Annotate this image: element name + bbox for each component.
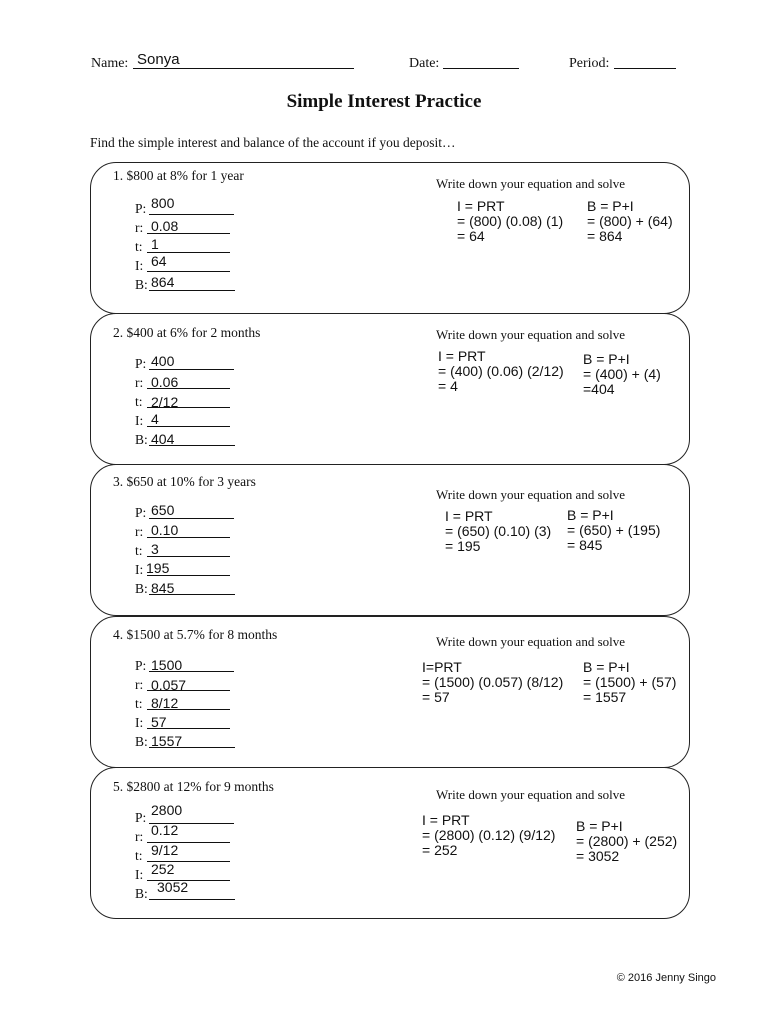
b-value[interactable]: 3052 (157, 879, 189, 895)
i-line (147, 426, 230, 427)
i-label: I: (135, 715, 144, 730)
problem-title: 4. $1500 at 5.7% for 8 months (113, 627, 278, 642)
p-label: P: (135, 505, 147, 520)
b-line (149, 290, 235, 291)
balance-work (583, 352, 661, 397)
p-value[interactable]: 800 (151, 195, 175, 211)
equation-prompt: Write down your equation and solve (436, 487, 626, 502)
p-value[interactable]: 1500 (151, 657, 183, 673)
b-value[interactable]: 1557 (151, 733, 183, 749)
work-line: = (400) + (4) (583, 366, 661, 382)
problem-title: 3. $650 at 10% for 3 years (113, 474, 256, 489)
b-line (149, 899, 235, 900)
work-line: = 845 (567, 537, 603, 553)
work-line: = (2800) (0.12) (9/12) (422, 827, 556, 843)
work-line: B = P+I (587, 198, 634, 214)
work-line: = (1500) + (57) (583, 674, 677, 690)
r-label: r: (135, 524, 144, 539)
i-label: I: (135, 413, 144, 428)
t-label: t: (135, 848, 143, 863)
work-line: = 195 (445, 538, 481, 554)
equation-prompt: Write down your equation and solve (436, 634, 626, 649)
r-value[interactable]: 0.06 (151, 374, 179, 390)
work-line: = 1557 (583, 689, 627, 705)
work-line: = 3052 (576, 848, 620, 864)
work-line: I = PRT (438, 348, 486, 364)
equation-prompt: Write down your equation and solve (436, 787, 626, 802)
t-value[interactable]: 8/12 (151, 695, 179, 711)
b-label: B: (135, 432, 148, 447)
p-line (149, 214, 234, 215)
t-label: t: (135, 239, 143, 254)
p-line (149, 518, 234, 519)
interest-work (445, 509, 551, 554)
instruction-text: Find the simple interest and balance of the account if you deposit… (90, 135, 456, 150)
r-label: r: (135, 220, 144, 235)
problem-card (90, 616, 690, 768)
r-label: r: (135, 677, 144, 692)
r-value[interactable]: 0.08 (151, 218, 179, 234)
r-value[interactable]: 0.057 (151, 677, 187, 693)
p-label: P: (135, 201, 147, 216)
work-line: I=PRT (422, 659, 462, 675)
t-line (147, 556, 230, 557)
p-label: P: (135, 658, 147, 673)
problem-card (90, 162, 690, 314)
problem-card (90, 464, 690, 616)
i-value[interactable]: 57 (151, 714, 167, 730)
t-value[interactable]: 3 (151, 541, 159, 557)
b-label: B: (135, 277, 148, 292)
i-value[interactable]: 4 (151, 411, 159, 427)
work-line: = (650) (0.10) (3) (445, 523, 552, 539)
p-value[interactable]: 650 (151, 502, 175, 518)
work-line: = 864 (587, 228, 623, 244)
work-line: = (800) + (64) (587, 213, 673, 229)
r-label: r: (135, 375, 144, 390)
i-value[interactable]: 195 (146, 560, 170, 576)
work-line: B = P+I (576, 818, 623, 834)
p-line (149, 369, 234, 370)
work-line: = 57 (422, 689, 450, 705)
b-value[interactable]: 404 (151, 431, 175, 447)
b-label: B: (135, 581, 148, 596)
work-line: = 252 (422, 842, 458, 858)
work-line: I = PRT (445, 508, 493, 524)
work-line: =404 (583, 381, 615, 397)
t-label: t: (135, 394, 143, 409)
interest-work (422, 813, 555, 858)
work-line: = 4 (438, 378, 458, 394)
work-line: = (800) (0.08) (1) (457, 213, 564, 229)
equation-prompt: Write down your equation and solve (436, 176, 626, 191)
i-value[interactable]: 252 (151, 861, 175, 877)
b-label: B: (135, 734, 148, 749)
work-line: = 64 (457, 228, 485, 244)
t-value[interactable]: 9/12 (151, 842, 179, 858)
i-line (147, 271, 230, 272)
work-line: = (650) + (195) (567, 522, 661, 538)
p-label: P: (135, 810, 147, 825)
i-label: I: (135, 258, 144, 273)
work-line: = (2800) + (252) (576, 833, 678, 849)
p-value[interactable]: 2800 (151, 802, 183, 818)
problem-title: 2. $400 at 6% for 2 months (113, 325, 261, 340)
t-label: t: (135, 543, 143, 558)
balance-work (576, 819, 677, 864)
t-value[interactable]: 2/12 (151, 394, 179, 410)
t-label: t: (135, 696, 143, 711)
i-label: I: (135, 562, 144, 577)
problem-card (90, 767, 690, 919)
r-value[interactable]: 0.12 (151, 822, 179, 838)
p-label: P: (135, 356, 147, 371)
balance-work (583, 660, 676, 705)
name-label: Name: (91, 56, 129, 71)
work-line: I = PRT (457, 198, 505, 214)
date-label: Date: (409, 56, 440, 71)
equation-prompt: Write down your equation and solve (436, 327, 626, 342)
p-value[interactable]: 400 (151, 353, 175, 369)
t-value[interactable]: 1 (151, 236, 159, 252)
balance-work (567, 508, 660, 553)
date-line[interactable] (443, 68, 519, 69)
period-line[interactable] (614, 68, 676, 69)
r-label: r: (135, 829, 144, 844)
name-line (133, 68, 354, 69)
interest-work (438, 349, 564, 394)
interest-work (422, 660, 563, 705)
work-line: = (1500) (0.057) (8/12) (422, 674, 564, 690)
problem-title: 1. $800 at 8% for 1 year (113, 168, 244, 183)
interest-work (457, 199, 563, 244)
b-label: B: (135, 886, 148, 901)
work-line: I = PRT (422, 812, 470, 828)
name-value[interactable]: Sonya (137, 51, 180, 68)
i-value[interactable]: 64 (151, 253, 167, 269)
r-value[interactable]: 0.10 (151, 522, 179, 538)
copyright-footer: © 2016 Jenny Singo (616, 972, 716, 984)
i-label: I: (135, 867, 144, 882)
period-label: Period: (569, 56, 610, 71)
balance-work (587, 199, 673, 244)
work-line: = (400) (0.06) (2/12) (438, 363, 564, 379)
work-line: B = P+I (567, 507, 614, 523)
b-value[interactable]: 845 (151, 580, 175, 596)
page-title: Simple Interest Practice (286, 91, 482, 112)
problem-title: 5. $2800 at 12% for 9 months (113, 779, 274, 794)
work-line: B = P+I (583, 659, 630, 675)
work-line: B = P+I (583, 351, 630, 367)
problem-card (90, 313, 690, 465)
b-value[interactable]: 864 (151, 274, 175, 290)
